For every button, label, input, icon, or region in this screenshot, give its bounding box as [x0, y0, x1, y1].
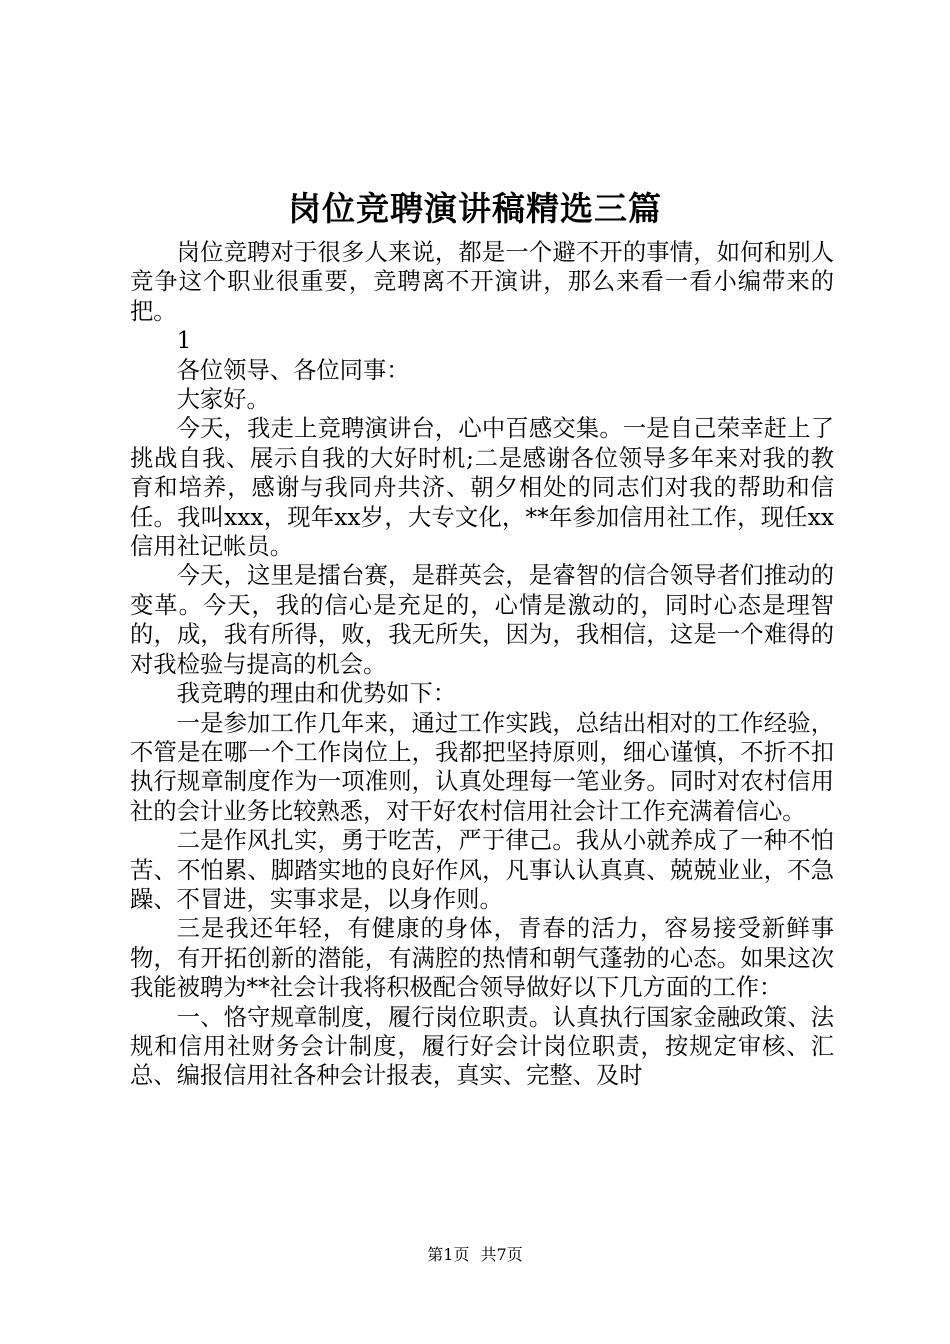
paragraph: 一是参加工作几年来，通过工作实践，总结出相对的工作经验，不管是在哪一个工作岗位上，我都把坚持原则，细心谨慎，不折不扣执行规章制度作为一项准则，认真处理每一笔业务。同时对农村信用社的会计业务比较熟悉，对干好农村信用社会计工作充满着信心。	[130, 709, 834, 825]
paragraph: 我竞聘的理由和优势如下：	[176, 680, 457, 708]
paragraph: 今天，这里是擂台赛，是群英会，是睿智的信合领导者们推动的变革。今天，我的信心是充足的，心情是激动的，同时心态是理智的，成，我有所得，败，我无所失，因为，我相信，这是一个难得的对我检验与提高的机会。	[130, 562, 834, 678]
paragraph: 二是作风扎实，勇于吃苦，严于律己。我从小就养成了一种不怕苦、不怕累、脚踏实地的良好作风，凡事认认真真、兢兢业业，不急躁、不冒进，实事求是，以身作则。	[130, 827, 834, 913]
paragraph-greeting: 大家好。	[176, 386, 270, 414]
page-footer	[0, 1244, 950, 1266]
paragraph: 今天，我走上竞聘演讲台，心中百感交集。一是自己荣幸赶上了挑战自我、展示自我的大好时机;二是感谢各位领导多年来对我的教育和培养，感谢与我同舟共济、朝夕相处的同志们对我的帮助和信任。我叫xxx，现年xx岁，大专文化，**年参加信用社工作，现任xx信用社记帐员。	[130, 415, 834, 561]
paragraph-intro: 岗位竞聘对于很多人来说，都是一个避不开的事情，如何和别人竞争这个职业很重要，竞聘离不开演讲，那么来看一看小编带来的把。	[130, 239, 834, 325]
document-body	[130, 238, 834, 1091]
paragraph-salutation: 各位领导、各位同事：	[176, 356, 410, 384]
paragraph: 一、恪守规章制度，履行岗位职责。认真执行国家金融政策、法规和信用社财务会计制度，履行好会计岗位职责，按规定审核、汇总、编报信用社各种会计报表，真实、完整、及时	[130, 1003, 834, 1090]
paragraph: 三是我还年轻，有健康的身体，青春的活力，容易接受新鲜事物，有开拓创新的潜能，有满腔的热情和朝气蓬勃的心态。如果这次我能被聘为**社会计我将积极配合领导做好以下几方面的工作：	[130, 915, 834, 1002]
section-number: 1	[176, 327, 192, 355]
document-title: 岗位竞聘演讲稿精选三篇	[288, 189, 662, 228]
page-number: 第1页	[427, 1245, 470, 1264]
page-total: 共7页	[480, 1245, 523, 1264]
